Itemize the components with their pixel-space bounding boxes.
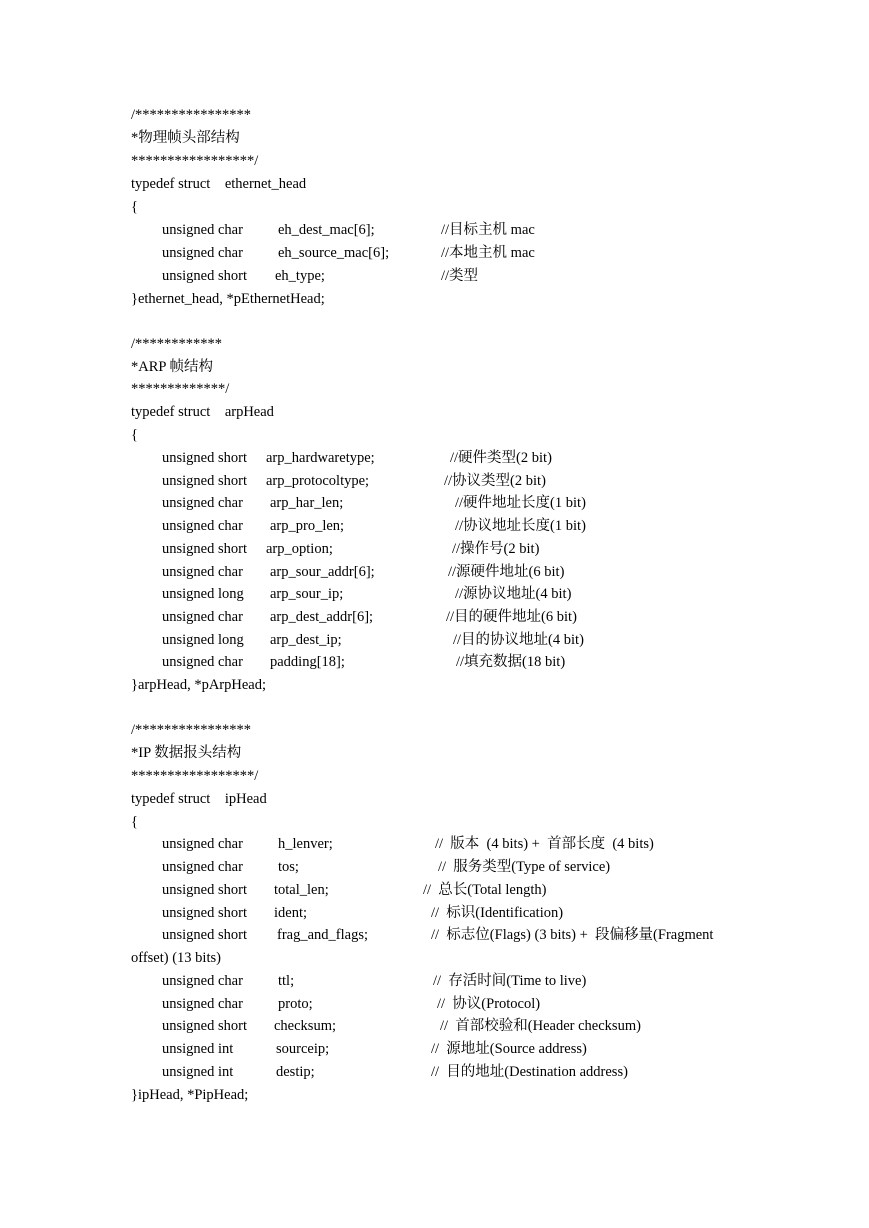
arp-comment-close: *************/ [131,381,230,397]
ip-field-type: unsigned char [162,996,243,1012]
arp-field-name: arp_sour_ip; [270,586,344,602]
ip-field-name: checksum; [274,1018,337,1034]
arp-open-brace: { [131,427,138,443]
ethernet-comment-close: *****************/ [131,153,259,169]
arp-field-type: unsigned char [162,654,243,670]
arp-field-comment: //填充数据(18 bit) [456,654,566,670]
ip-field-comment: // 目的地址(Destination address) [431,1064,628,1080]
ip-field-name: sourceip; [276,1041,330,1057]
ip-field-name: destip; [276,1064,315,1080]
ip-field-comment: // 版本 (4 bits) + 首部长度 (4 bits) [435,836,654,852]
arp-field-name: arp_protocoltype; [266,473,370,489]
arp-field-comment: //协议地址长度(1 bit) [455,518,586,534]
ip-field-comment: // 总长(Total length) [423,882,547,898]
ip-field-comment: // 服务类型(Type of service) [438,859,611,875]
ip-comment-title: *IP 数据报头结构 [131,745,242,761]
ethernet-field-name: eh_source_mac[6]; [278,245,390,261]
ip-field-comment: // 标识(Identification) [431,905,564,921]
arp-field-name: arp_dest_ip; [270,632,342,648]
ip-field-name: ident; [274,905,308,921]
ip-comment-close: *****************/ [131,768,259,784]
ip-field-type: unsigned short [162,1018,247,1034]
arp-field-type: unsigned char [162,564,243,580]
ip-field-type: unsigned char [162,973,243,989]
arp-field-name: padding[18]; [270,654,345,670]
ip-field-type: unsigned char [162,859,243,875]
ip-field-type: unsigned short [162,905,247,921]
ethernet-comment-title: *物理帧头部结构 [131,130,240,146]
arp-field-type: unsigned char [162,495,243,511]
ethernet-open-brace: { [131,199,138,215]
ethernet-field-comment: //本地主机 mac [441,245,535,261]
ip-open-brace: { [131,814,138,830]
ip-field-name: tos; [278,859,299,875]
ethernet-field-name: eh_dest_mac[6]; [278,222,375,238]
ip-field-type: unsigned short [162,927,247,943]
arp-field-type: unsigned char [162,609,243,625]
ip-comment-open: /**************** [131,722,252,738]
ethernet-typedef: typedef struct ethernet_head [131,176,307,192]
arp-field-name: arp_har_len; [270,495,344,511]
arp-field-comment: //协议类型(2 bit) [444,473,546,489]
ip-field-comment: // 源地址(Source address) [431,1041,587,1057]
ethernet-field-name: eh_type; [275,268,325,284]
ip-field-type: unsigned int [162,1064,234,1080]
ethernet-field-comment: //目标主机 mac [441,222,535,238]
arp-field-name: arp_option; [266,541,333,557]
ip-field-name: total_len; [274,882,329,898]
ip-field-comment-wrap: offset) (13 bits) [131,950,221,966]
ip-field-type: unsigned int [162,1041,234,1057]
ethernet-field-type: unsigned char [162,222,243,238]
ethernet-field-type: unsigned short [162,268,247,284]
ip-field-type: unsigned char [162,836,243,852]
arp-field-type: unsigned char [162,518,243,534]
arp-field-comment: //硬件地址长度(1 bit) [455,495,586,511]
arp-field-type: unsigned long [162,586,244,602]
arp-typedef: typedef struct arpHead [131,404,274,420]
arp-field-name: arp_hardwaretype; [266,450,375,466]
arp-field-name: arp_pro_len; [270,518,345,534]
arp-field-comment: //源协议地址(4 bit) [455,586,572,602]
ip-typedef: typedef struct ipHead [131,791,267,807]
ip-field-comment: // 标志位(Flags) (3 bits) + 段偏移量(Fragment [431,927,714,943]
arp-field-type: unsigned short [162,473,247,489]
arp-field-name: arp_sour_addr[6]; [270,564,375,580]
ip-field-comment: // 首部校验和(Header checksum) [440,1018,641,1034]
ethernet-close: }ethernet_head, *pEthernetHead; [131,291,325,307]
arp-field-name: arp_dest_addr[6]; [270,609,374,625]
ethernet-field-type: unsigned char [162,245,243,261]
arp-field-comment: //目的硬件地址(6 bit) [446,609,577,625]
arp-field-comment: //硬件类型(2 bit) [450,450,552,466]
ip-field-comment: // 协议(Protocol) [437,996,541,1012]
arp-close: }arpHead, *pArpHead; [131,677,266,693]
ip-field-name: frag_and_flags; [277,927,368,943]
arp-field-type: unsigned long [162,632,244,648]
ip-field-type: unsigned short [162,882,247,898]
ethernet-comment-open: /**************** [131,107,252,123]
arp-field-type: unsigned short [162,541,247,557]
arp-field-comment: //源硬件地址(6 bit) [448,564,565,580]
ip-field-comment: // 存活时间(Time to live) [433,973,587,989]
arp-comment-title: *ARP 帧结构 [131,359,214,375]
arp-field-comment: //操作号(2 bit) [452,541,540,557]
ip-field-name: proto; [278,996,313,1012]
ip-field-name: h_lenver; [278,836,333,852]
arp-comment-open: /************ [131,336,223,352]
ethernet-field-comment: //类型 [441,268,479,284]
arp-field-comment: //目的协议地址(4 bit) [453,632,584,648]
ip-close: }ipHead, *PipHead; [131,1087,249,1103]
ip-field-name: ttl; [278,973,295,989]
arp-field-type: unsigned short [162,450,247,466]
